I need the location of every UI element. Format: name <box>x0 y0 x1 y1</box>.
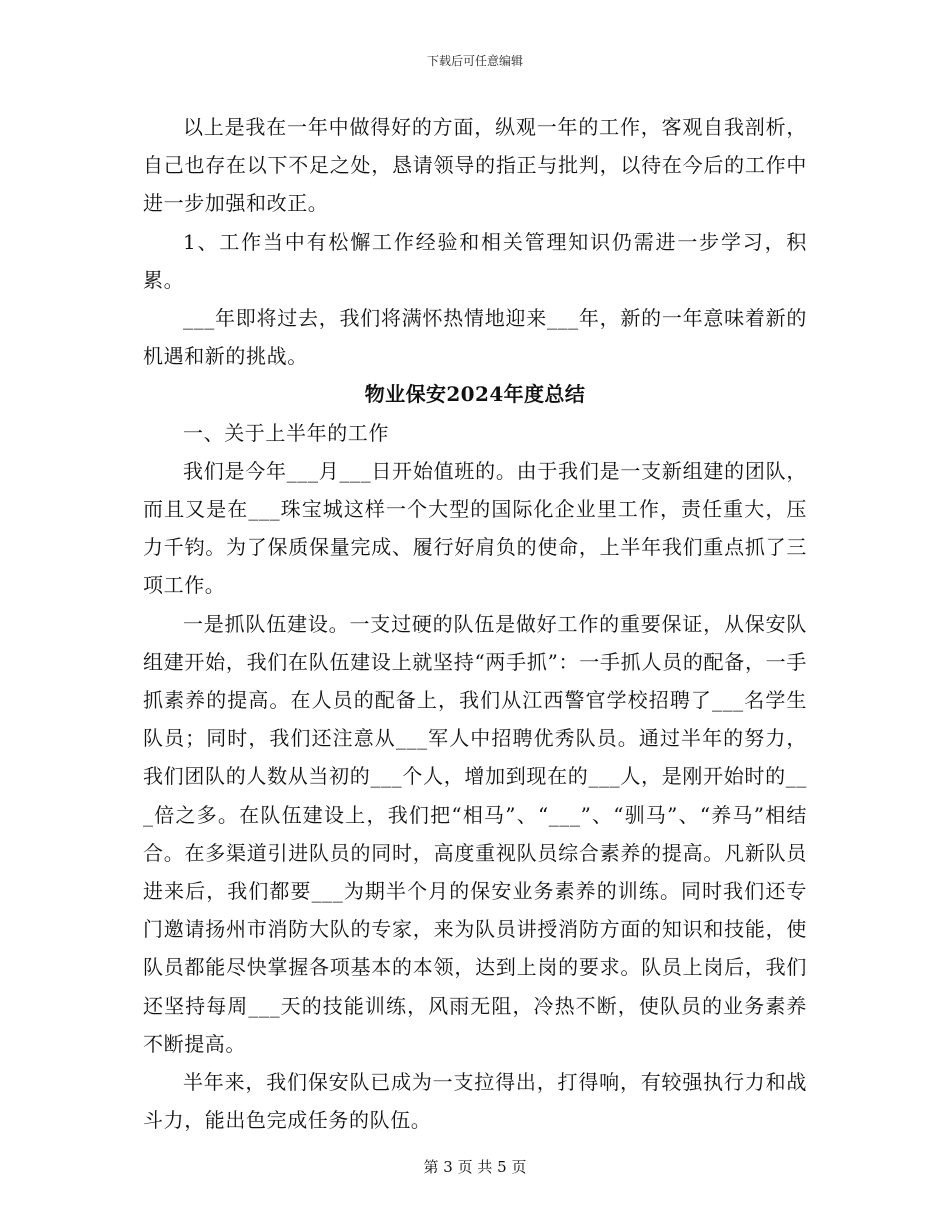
section-heading-first-half: 一、关于上半年的工作 <box>183 420 389 445</box>
paragraph-self-review: 以上是我在一年中做得好的方面，纵观一年的工作，客观自我剖析，自己也存在以下不足之处，恳请领导的指正与批判，以待在今后的工作中进一步加强和改正。 <box>143 115 807 216</box>
page-number: 第 3 页 共 5 页 <box>423 1158 527 1176</box>
paragraph-half-year-result: 半年来，我们保安队已成为一支拉得出，打得响，有较强执行力和战斗力，能出色完成任务的队伍。 <box>143 1070 807 1133</box>
page-header: 下载后可任意编辑 <box>426 54 523 68</box>
document-title: 物业保安2024年度总结 <box>364 382 586 407</box>
paragraph-shortcoming-1: 1、工作当中有松懈工作经验和相关管理知识仍需进一步学习，积累。 <box>143 229 807 292</box>
paragraph-team-building: 一是抓队伍建设。一支过硬的队伍是做好工作的重要保证，从保安队组建开始，我们在队伍建设上就坚持“两手抓”：一手抓人员的配备，一手抓素养的提高。在人员的配备上，我们从江西警官学校招聘了___名学生队员；同时，我们还注意从___军人中招聘优秀队员。通过半年的努力，我们团队的人数从当初的___个人，增加到现在的___人，是刚开始时的___倍之多。在队伍建设上，我们把“相马”、“___”、“驯马”、“养马”相结合。在多渠道引进队员的同时，高度重视队员综合素养的提高。凡新队员进来后，我们都要___为期半个月的保安业务素养的训练。同时我们还专门邀请扬州市消防大队的专家，来为队员讲授消防方面的知识和技能，使队员都能尽快掌握各项基本的本领，达到上岗的要求。队员上岗后，我们还坚持每周___天的技能训练，风雨无阻，冷热不断，使队员的业务素养不断提高。 <box>143 611 807 1056</box>
paragraph-new-year: ___年即将过去，我们将满怀热情地迎来___年，新的一年意味着新的机遇和新的挑战。 <box>143 306 807 369</box>
paragraph-team-start: 我们是今年___月___日开始值班的。由于我们是一支新组建的团队，而且又是在___珠宝城这样一个大型的国际化企业里工作，责任重大，压力千钧。为了保质保量完成、履行好肩负的使命，上半年我们重点抓了三项工作。 <box>143 458 807 598</box>
document-body <box>143 108 807 1139</box>
